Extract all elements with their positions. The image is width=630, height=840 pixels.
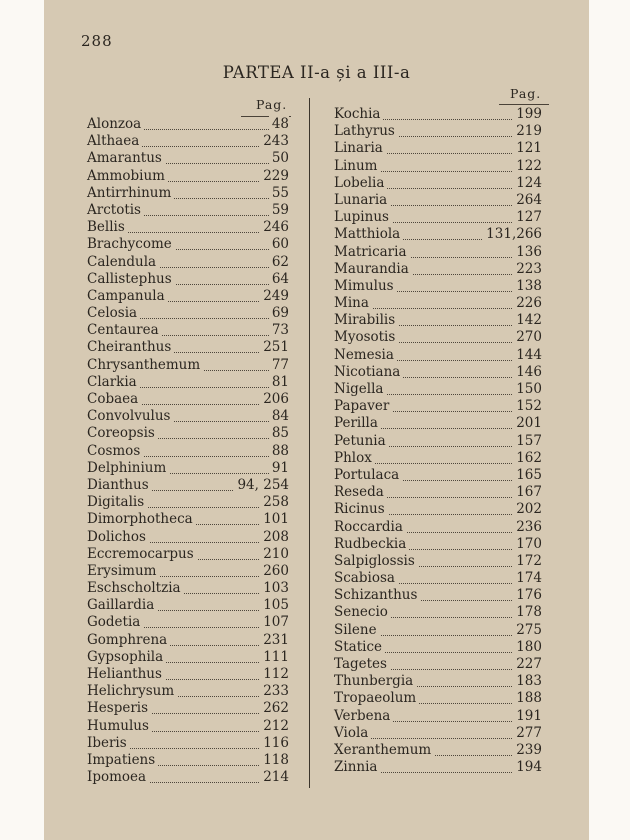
entry-name: Matthiola — [334, 226, 403, 243]
entry-name: Gomphrena — [87, 632, 170, 649]
entry-name: Dimorphotheca — [87, 511, 196, 528]
entry-name: Delphinium — [87, 460, 169, 477]
left-column-header: Pag. — [256, 97, 288, 112]
entry-name: Scabiosa — [334, 570, 398, 587]
entry-name: Iberis — [87, 735, 130, 752]
entry-page: 262 — [260, 700, 289, 717]
entry-name: Celosia — [87, 305, 140, 322]
entry-page: 101 — [260, 511, 289, 528]
entry-name: Viola — [334, 725, 371, 742]
index-entry — [87, 769, 289, 786]
entry-name: Clarkia — [87, 374, 140, 391]
entry-name: Humulus — [87, 718, 152, 735]
entry-page: 219 — [513, 123, 542, 140]
entry-name: Mina — [334, 295, 372, 312]
entry-page: 122 — [513, 158, 542, 175]
entry-name: Eccremocarpus — [87, 546, 197, 563]
entry-page: 55 — [269, 185, 289, 202]
entry-page: 150 — [513, 381, 542, 398]
entry-name: Matricaria — [334, 244, 410, 261]
entry-name: Dianthus — [87, 477, 152, 494]
entry-name: Chrysanthemum — [87, 357, 203, 374]
entry-name: Impatiens — [87, 752, 158, 769]
entry-page: 107 — [260, 614, 289, 631]
entry-page: 142 — [513, 312, 542, 329]
entry-page: 94, 254 — [234, 477, 289, 494]
entry-page: 144 — [513, 347, 542, 364]
entry-page: 188 — [513, 690, 542, 707]
entry-name: Statice — [334, 639, 385, 656]
entry-name: Lupinus — [334, 209, 392, 226]
entry-page: 199 — [513, 106, 542, 123]
entry-name: Amarantus — [87, 150, 165, 167]
entry-name: Gypsophila — [87, 649, 166, 666]
entry-page: 77 — [269, 357, 289, 374]
entry-name: Convolvulus — [87, 408, 174, 425]
entry-page: 270 — [513, 329, 542, 346]
index-entry — [334, 759, 542, 776]
entry-page: 176 — [513, 587, 542, 604]
entry-page: 103 — [260, 580, 289, 597]
entry-page: 50 — [269, 150, 289, 167]
left-index-column — [87, 116, 289, 786]
entry-name: Lathyrus — [334, 123, 398, 140]
page-title: PARTEA II-a și a III-a — [222, 63, 411, 82]
entry-name: Maurandia — [334, 261, 412, 278]
entry-name: Helianthus — [87, 666, 165, 683]
entry-name: Cosmos — [87, 443, 143, 460]
entry-page: 116 — [260, 735, 289, 752]
entry-page: 121 — [513, 140, 542, 157]
entry-name: Lunaria — [334, 192, 390, 209]
entry-name: Nigella — [334, 381, 386, 398]
entry-page: 136 — [513, 244, 542, 261]
entry-page: 201 — [513, 415, 542, 432]
entry-page: 91 — [269, 460, 289, 477]
entry-name: Tropaeolum — [334, 690, 419, 707]
entry-page: 60 — [269, 236, 289, 253]
entry-page: 226 — [513, 295, 542, 312]
entry-page: 264 — [513, 192, 542, 209]
entry-page: 210 — [260, 546, 289, 563]
entry-name: Godetia — [87, 614, 143, 631]
entry-page: 277 — [513, 725, 542, 742]
entry-page: 212 — [260, 718, 289, 735]
entry-page: 180 — [513, 639, 542, 656]
entry-name: Bellis — [87, 219, 128, 236]
entry-name: Schizanthus — [334, 587, 420, 604]
entry-page: 178 — [513, 604, 542, 621]
entry-name: Thunbergia — [334, 673, 416, 690]
entry-page: 229 — [260, 168, 289, 185]
entry-page: 111 — [260, 649, 289, 666]
entry-name: Linaria — [334, 140, 386, 157]
entry-name: Callistephus — [87, 271, 175, 288]
entry-page: 127 — [513, 209, 542, 226]
entry-page: 170 — [513, 536, 542, 553]
entry-name: Calendula — [87, 254, 159, 271]
entry-page: 62 — [269, 254, 289, 271]
entry-page: 81 — [269, 374, 289, 391]
entry-name: Coreopsis — [87, 425, 158, 442]
entry-name: Petunia — [334, 433, 389, 450]
book-page — [44, 0, 589, 840]
entry-page: 258 — [260, 494, 289, 511]
entry-page: 194 — [513, 759, 542, 776]
entry-page: 206 — [260, 391, 289, 408]
entry-name: Ammobium — [87, 168, 168, 185]
entry-page: 249 — [260, 288, 289, 305]
entry-page: 243 — [260, 133, 289, 150]
column-divider — [309, 98, 310, 788]
entry-name: Myosotis — [334, 329, 398, 346]
entry-name: Silene — [334, 622, 380, 639]
entry-page: 233 — [260, 683, 289, 700]
entry-page: 246 — [260, 219, 289, 236]
entry-page: 239 — [513, 742, 542, 759]
entry-name: Centaurea — [87, 322, 162, 339]
entry-name: Digitalis — [87, 494, 147, 511]
entry-page: 69 — [269, 305, 289, 322]
entry-name: Hesperis — [87, 700, 151, 717]
entry-page: 231 — [260, 632, 289, 649]
entry-name: Linum — [334, 158, 380, 175]
entry-page: 260 — [260, 563, 289, 580]
right-column-header: Pag. — [510, 86, 542, 101]
entry-page: 236 — [513, 519, 542, 536]
entry-name: Kochia — [334, 106, 383, 123]
entry-page: 146 — [513, 364, 542, 381]
entry-page: 191 — [513, 708, 542, 725]
entry-page: 251 — [260, 339, 289, 356]
entry-page: 105 — [260, 597, 289, 614]
entry-name: Nemesia — [334, 347, 397, 364]
entry-page: 172 — [513, 553, 542, 570]
entry-name: Mimulus — [334, 278, 397, 295]
page-number: 288 — [81, 32, 113, 50]
entry-name: Cobaea — [87, 391, 141, 408]
entry-name: Antirrhinum — [87, 185, 174, 202]
entry-name: Nicotiana — [334, 364, 403, 381]
entry-page: 223 — [513, 261, 542, 278]
entry-name: Dolichos — [87, 529, 149, 546]
entry-name: Erysimum — [87, 563, 159, 580]
entry-page: 118 — [260, 752, 289, 769]
entry-page: 202 — [513, 501, 542, 518]
entry-name: Brachycome — [87, 236, 175, 253]
entry-name: Helichrysum — [87, 683, 177, 700]
entry-name: Salpiglossis — [334, 553, 418, 570]
right-index-column — [334, 106, 542, 776]
entry-page: 85 — [269, 425, 289, 442]
entry-page: 64 — [269, 271, 289, 288]
entry-name: Reseda — [334, 484, 387, 501]
entry-page: 88 — [269, 443, 289, 460]
entry-page: 275 — [513, 622, 542, 639]
entry-name: Portulaca — [334, 467, 402, 484]
entry-name: Tagetes — [334, 656, 390, 673]
entry-page: 214 — [260, 769, 289, 786]
entry-page: 138 — [513, 278, 542, 295]
entry-page: 131,266 — [483, 226, 542, 243]
entry-page: 183 — [513, 673, 542, 690]
entry-page: 124 — [513, 175, 542, 192]
entry-name: Zinnia — [334, 759, 380, 776]
entry-page: 165 — [513, 467, 542, 484]
entry-name: Roccardia — [334, 519, 406, 536]
entry-page: 112 — [260, 666, 289, 683]
entry-name: Cheiranthus — [87, 339, 174, 356]
entry-page: 84 — [269, 408, 289, 425]
entry-name: Mirabilis — [334, 312, 398, 329]
entry-page: 208 — [260, 529, 289, 546]
entry-name: Lobelia — [334, 175, 387, 192]
entry-page: 174 — [513, 570, 542, 587]
entry-name: Verbena — [334, 708, 393, 725]
entry-page: 59 — [269, 202, 289, 219]
entry-page: 227 — [513, 656, 542, 673]
entry-name: Althaea — [87, 133, 142, 150]
entry-page: 152 — [513, 398, 542, 415]
entry-name: Eschscholtzia — [87, 580, 184, 597]
entry-name: Campanula — [87, 288, 168, 305]
entry-name: Rudbeckia — [334, 536, 409, 553]
entry-page: 48 — [269, 116, 289, 133]
entry-name: Senecio — [334, 604, 391, 621]
entry-name: Arctotis — [87, 202, 144, 219]
entry-name: Alonzoa — [87, 116, 144, 133]
entry-name: Papaver — [334, 398, 392, 415]
entry-name: Ipomoea — [87, 769, 149, 786]
entry-name: Xeranthemum — [334, 742, 434, 759]
entry-page: 162 — [513, 450, 542, 467]
entry-page: 157 — [513, 433, 542, 450]
entry-page: 73 — [269, 322, 289, 339]
entry-page: 167 — [513, 484, 542, 501]
entry-name: Phlox — [334, 450, 375, 467]
entry-name: Perilla — [334, 415, 381, 432]
entry-name: Gaillardia — [87, 597, 157, 614]
entry-name: Ricinus — [334, 501, 388, 518]
